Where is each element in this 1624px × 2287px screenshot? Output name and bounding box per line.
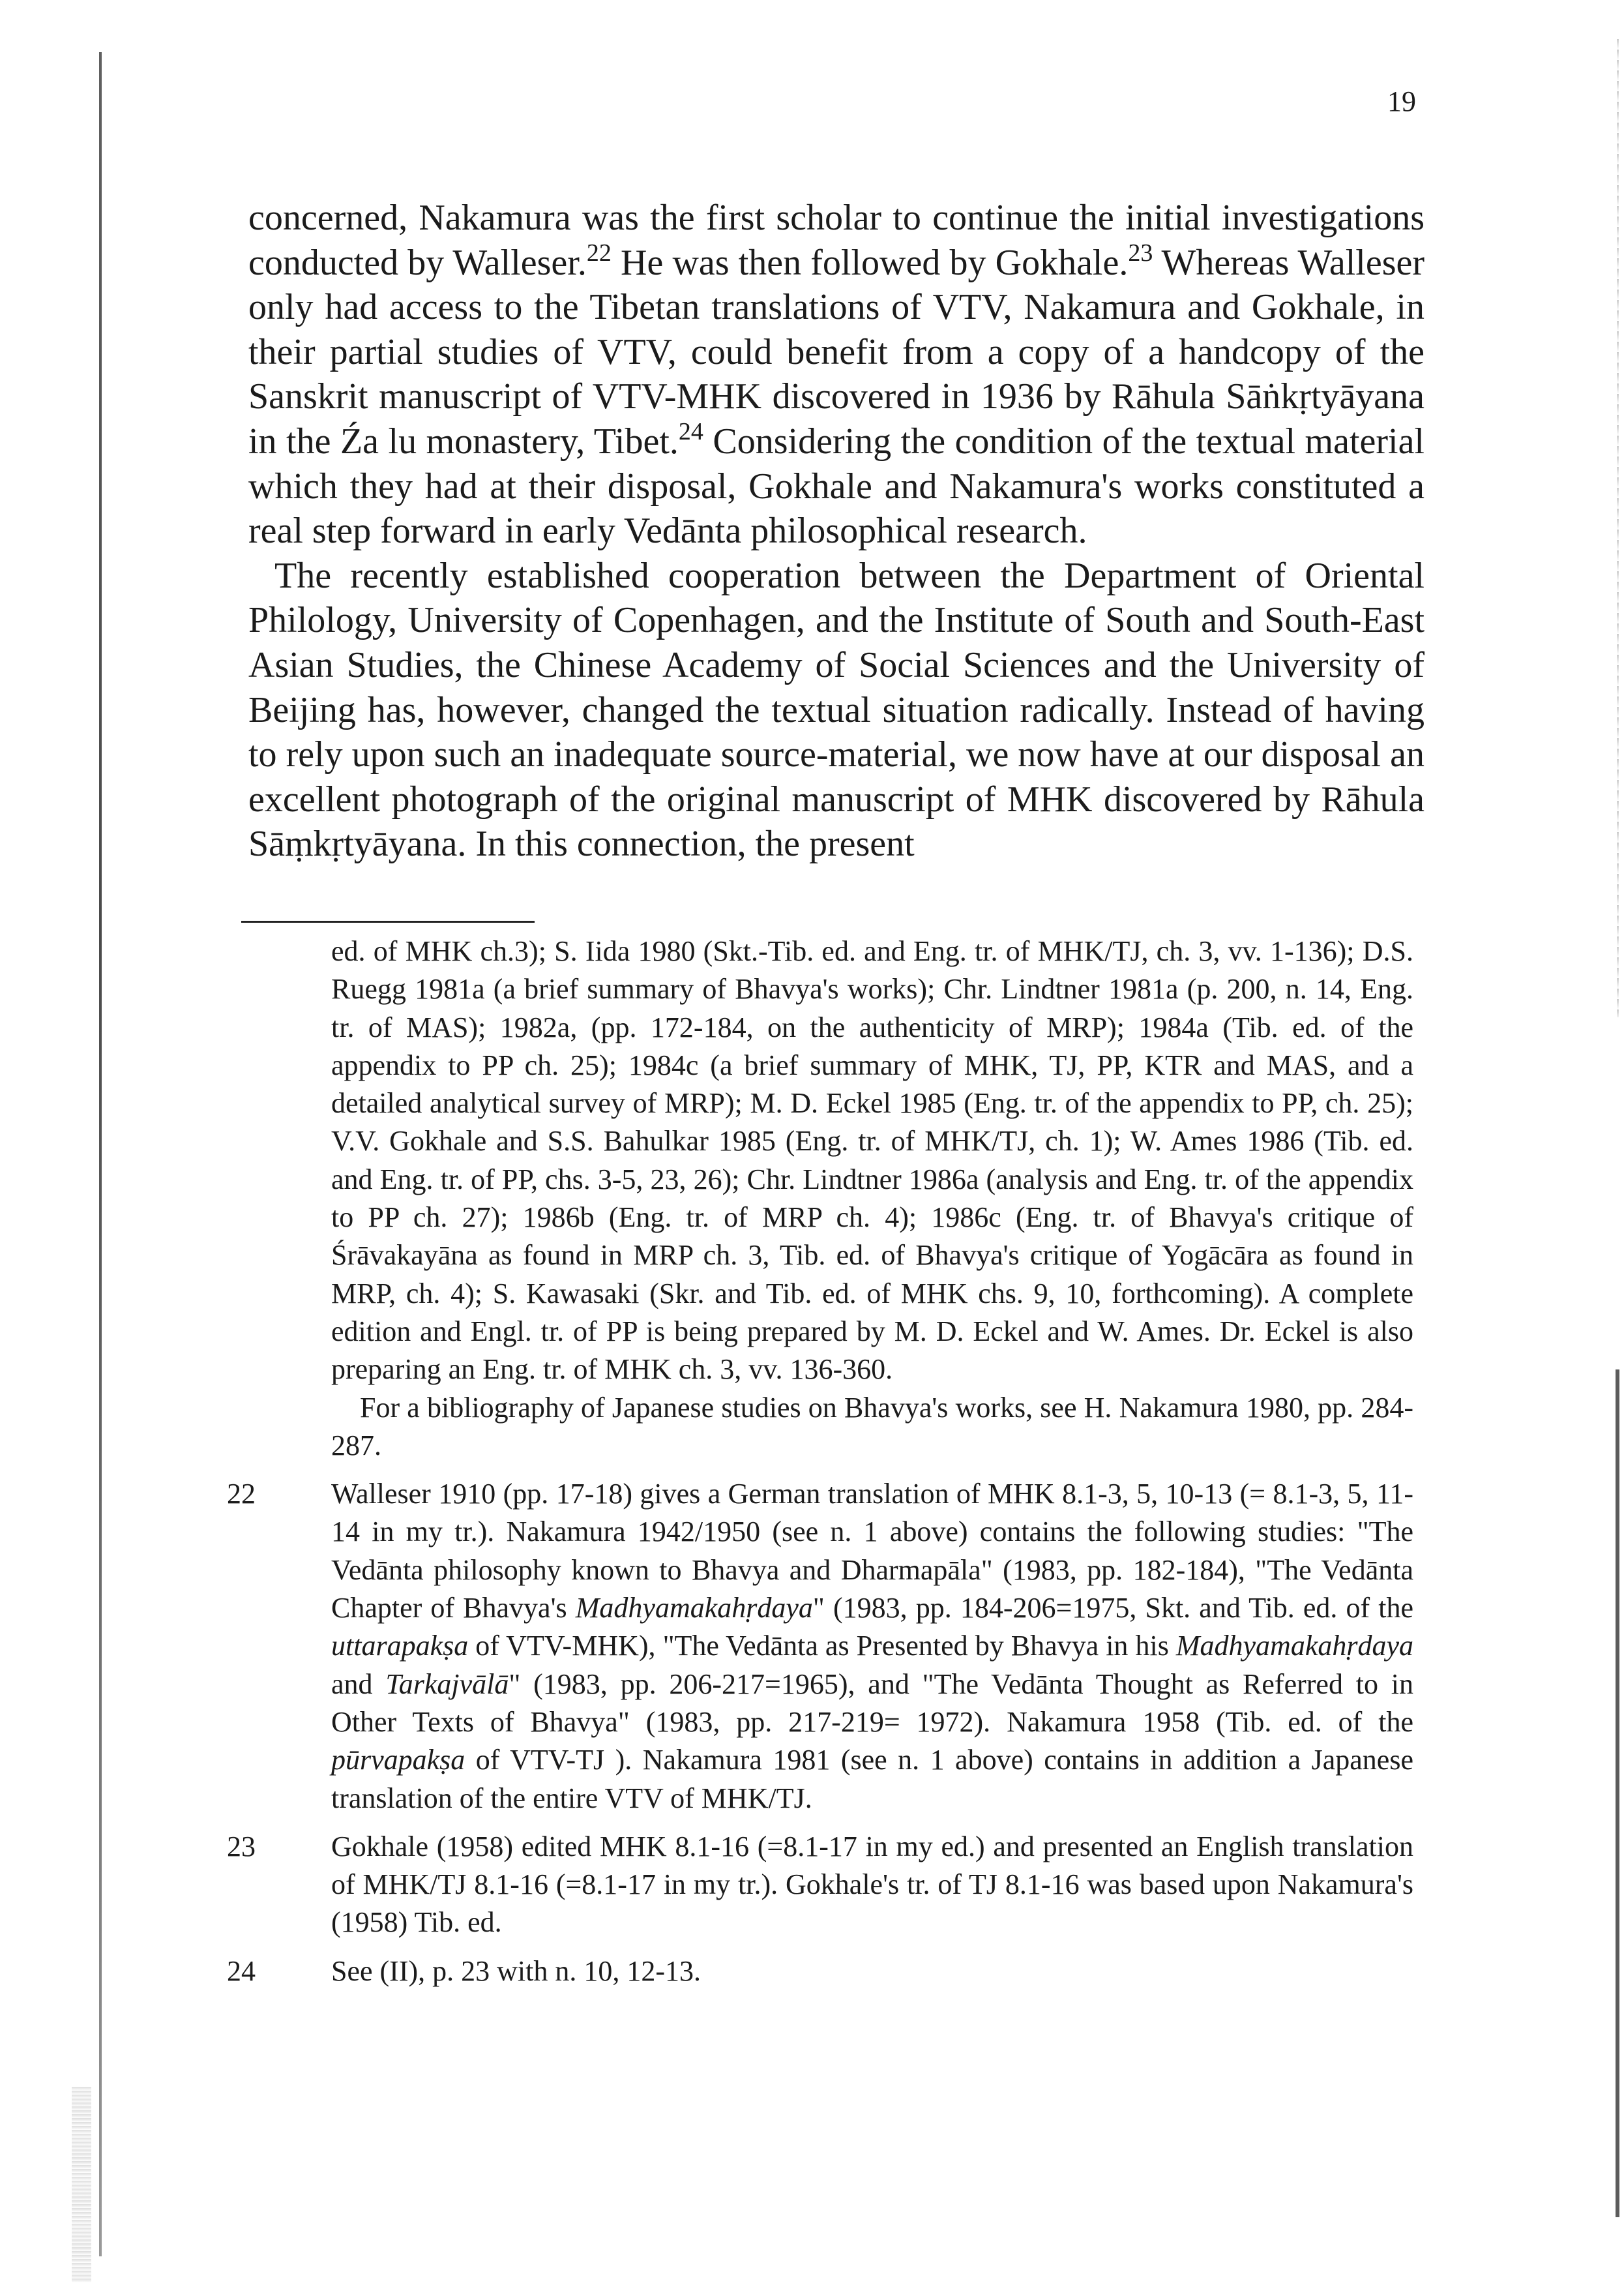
footnote-23	[227, 1828, 1413, 1942]
body-p1-sentence-3: Whereas Walleser only had access to the Tibetan translations of VTV, Nakamura and Gokhale, in their partial studies of VTV, could benefit from a copy of a handcopy of the Sanskrit manuscript of VTV-MHK discovered in 1936 by Rāhula Sāṅkṛtyāyana in the Źa lu monastery, Tibet.	[248, 242, 1425, 462]
body-p1-sentence-1: concerned, Nakamura was the first scholar to continue the initial investigations conducted by Walleser.	[248, 198, 1425, 283]
scan-edge-right	[1616, 1369, 1619, 2217]
footnote-22-italic-title-3: Tarkajvālā	[385, 1667, 509, 1700]
footnote-ref-24[interactable]: 24	[678, 418, 703, 446]
footnote-22-italic-term-1: uttarapakṣa	[331, 1630, 469, 1662]
footnote-continued	[227, 933, 1413, 1465]
footnote-22-part-b: " (1983, pp. 184-206=1975, Skt. and Tib. ed. of the	[812, 1592, 1413, 1624]
footnote-continued-text-2: For a bibliography of Japanese studies on Bhavya's works, see H. Nakamura 1980, pp. 284-287.	[331, 1391, 1413, 1461]
footnote-number: 23	[227, 1830, 256, 1862]
body-paragraph-2: The recently established cooperation between the Department of Oriental Philology, University of Copenhagen, and the Institute of South and South-East Asian Studies, the Chinese Academy of Social Sciences and the University of Beijing has, however, changed the textual situation radically. Instead of having to rely upon such an inadequate source-material, we now have at our disposal an excellent photograph of the original manuscript of MHK discovered by Rāhula Sāṃkṛtyāyana. In this connection, the present	[248, 555, 1425, 865]
footnote-22-part-f: of VTV-TJ ). Nakamura 1981 (see n. 1 above) contains in addition a Japanese translation of the entire VTV of MHK/TJ.	[331, 1744, 1413, 1814]
footnote-separator-rule	[241, 921, 535, 923]
footnote-22-italic-title-2: Madhyamakahṛdaya	[1175, 1630, 1413, 1662]
footnote-22-part-c: of VTV-MHK), "The Vedānta as Presented by Bhavya in his	[468, 1630, 1176, 1662]
footnote-22-text	[331, 1475, 1413, 1817]
footnote-continued-text: ed. of MHK ch.3); S. Iida 1980 (Skt.-Tib. ed. and Eng. tr. of MHK/TJ, ch. 3, vv. 1-136); D.S. Ruegg 1981a (a brief summary of Bhavya's works); Chr. Lindtner 1981a (p. 200, n. 14, Eng. tr. of MAS); 1982a, (pp. 172-184, on the authenticity of MRP); 1984a (Tib. ed. of the appendix to PP ch. 25); 1984c (a brief summary of MHK, TJ, PP, KTR and MAS, and a detailed analytical survey of MRP); M. D. Eckel 1985 (Eng. tr. of the appendix to PP, ch. 25); V.V. Gokhale and S.S. Bahulkar 1985 (Eng. tr. of MHK/TJ, ch. 1); W. Ames 1986 (Tib. ed. and Eng. tr. of PP, chs. 3-5, 23, 26); Chr. Lindtner 1986a (analysis and Eng. tr. of the appendix to PP ch. 27); 1986b (Eng. tr. of MRP ch. 4); 1986c (Eng. tr. of Bhavya's critique of Śrāvakayāna as found in MRP ch. 3, Tib. ed. of Bhavya's critique of Yogācāra as found in MRP, ch. 4); S. Kawasaki (Skr. and Tib. ed. of MHK chs. 9, 10, forthcoming). A complete edition and Engl. tr. of PP is being prepared by M. D. Eckel and W. Ames. Dr. Eckel is also preparing an Eng. tr. of MHK ch. 3, vv. 136-360.	[331, 935, 1413, 1386]
body-paragraph-1	[248, 196, 1425, 554]
scan-shadow-bottom-left	[72, 2087, 91, 2282]
footnote-number: 24	[227, 1954, 256, 1987]
footnote-22-italic-title-1: Madhyamakahṛdaya	[575, 1592, 813, 1624]
body-p1-sentence-2: He was then followed by Gokhale.	[611, 242, 1129, 283]
footnote-22-italic-term-2: pūrvapakṣa	[331, 1744, 465, 1776]
footnote-22	[227, 1475, 1413, 1817]
footnote-ref-22[interactable]: 22	[586, 239, 612, 267]
footnote-24-text: See (II), p. 23 with n. 10, 12-13.	[331, 1954, 701, 1987]
footnote-23-text: Gokhale (1958) edited MHK 8.1-16 (=8.1-17 in my ed.) and presented an English translation of MHK/TJ 8.1-16 (=8.1-17 in my tr.). Gokhale's tr. of TJ 8.1-16 was based upon Nakamura's (1958) Tib. ed.	[331, 1830, 1413, 1939]
main-body-text	[248, 196, 1425, 867]
page-number: 19	[1387, 85, 1416, 117]
footnote-22-part-e: " (1983, pp. 206-217=1965), and "The Vedānta Thought as Referred to in Other Texts of Bhavya" (1983, pp. 217-219= 1972). Nakamura 1958 (Tib. ed. of the	[331, 1667, 1413, 1738]
scan-binding-edge-left	[99, 52, 102, 2256]
footnote-24	[227, 1952, 1413, 1990]
scan-edge-right-top	[1617, 39, 1619, 1017]
footnote-number: 22	[227, 1478, 256, 1510]
body-p1-sentence-4: Considering the condition of the textual material which they had at their disposal, Gokhale and Nakamura's works constituted a real step forward in early Vedānta philosophical research.	[248, 421, 1425, 552]
footnote-ref-23[interactable]: 23	[1128, 239, 1153, 267]
footnote-22-part-a: Walleser 1910 (pp. 17-18) gives a German translation of MHK 8.1-3, 5, 10-13 (= 8.1-3, 5, 11-14 in my tr.). Nakamura 1942/1950 (see n. 1 above) contains the following studies: "The Vedānta philosophy known to Bhavya and Dharmapāla" (1983, pp. 182-184), "The Vedānta Chapter of Bhavya's	[331, 1478, 1413, 1624]
footnote-22-part-d: and	[331, 1667, 386, 1700]
footnotes-section	[227, 933, 1413, 1990]
